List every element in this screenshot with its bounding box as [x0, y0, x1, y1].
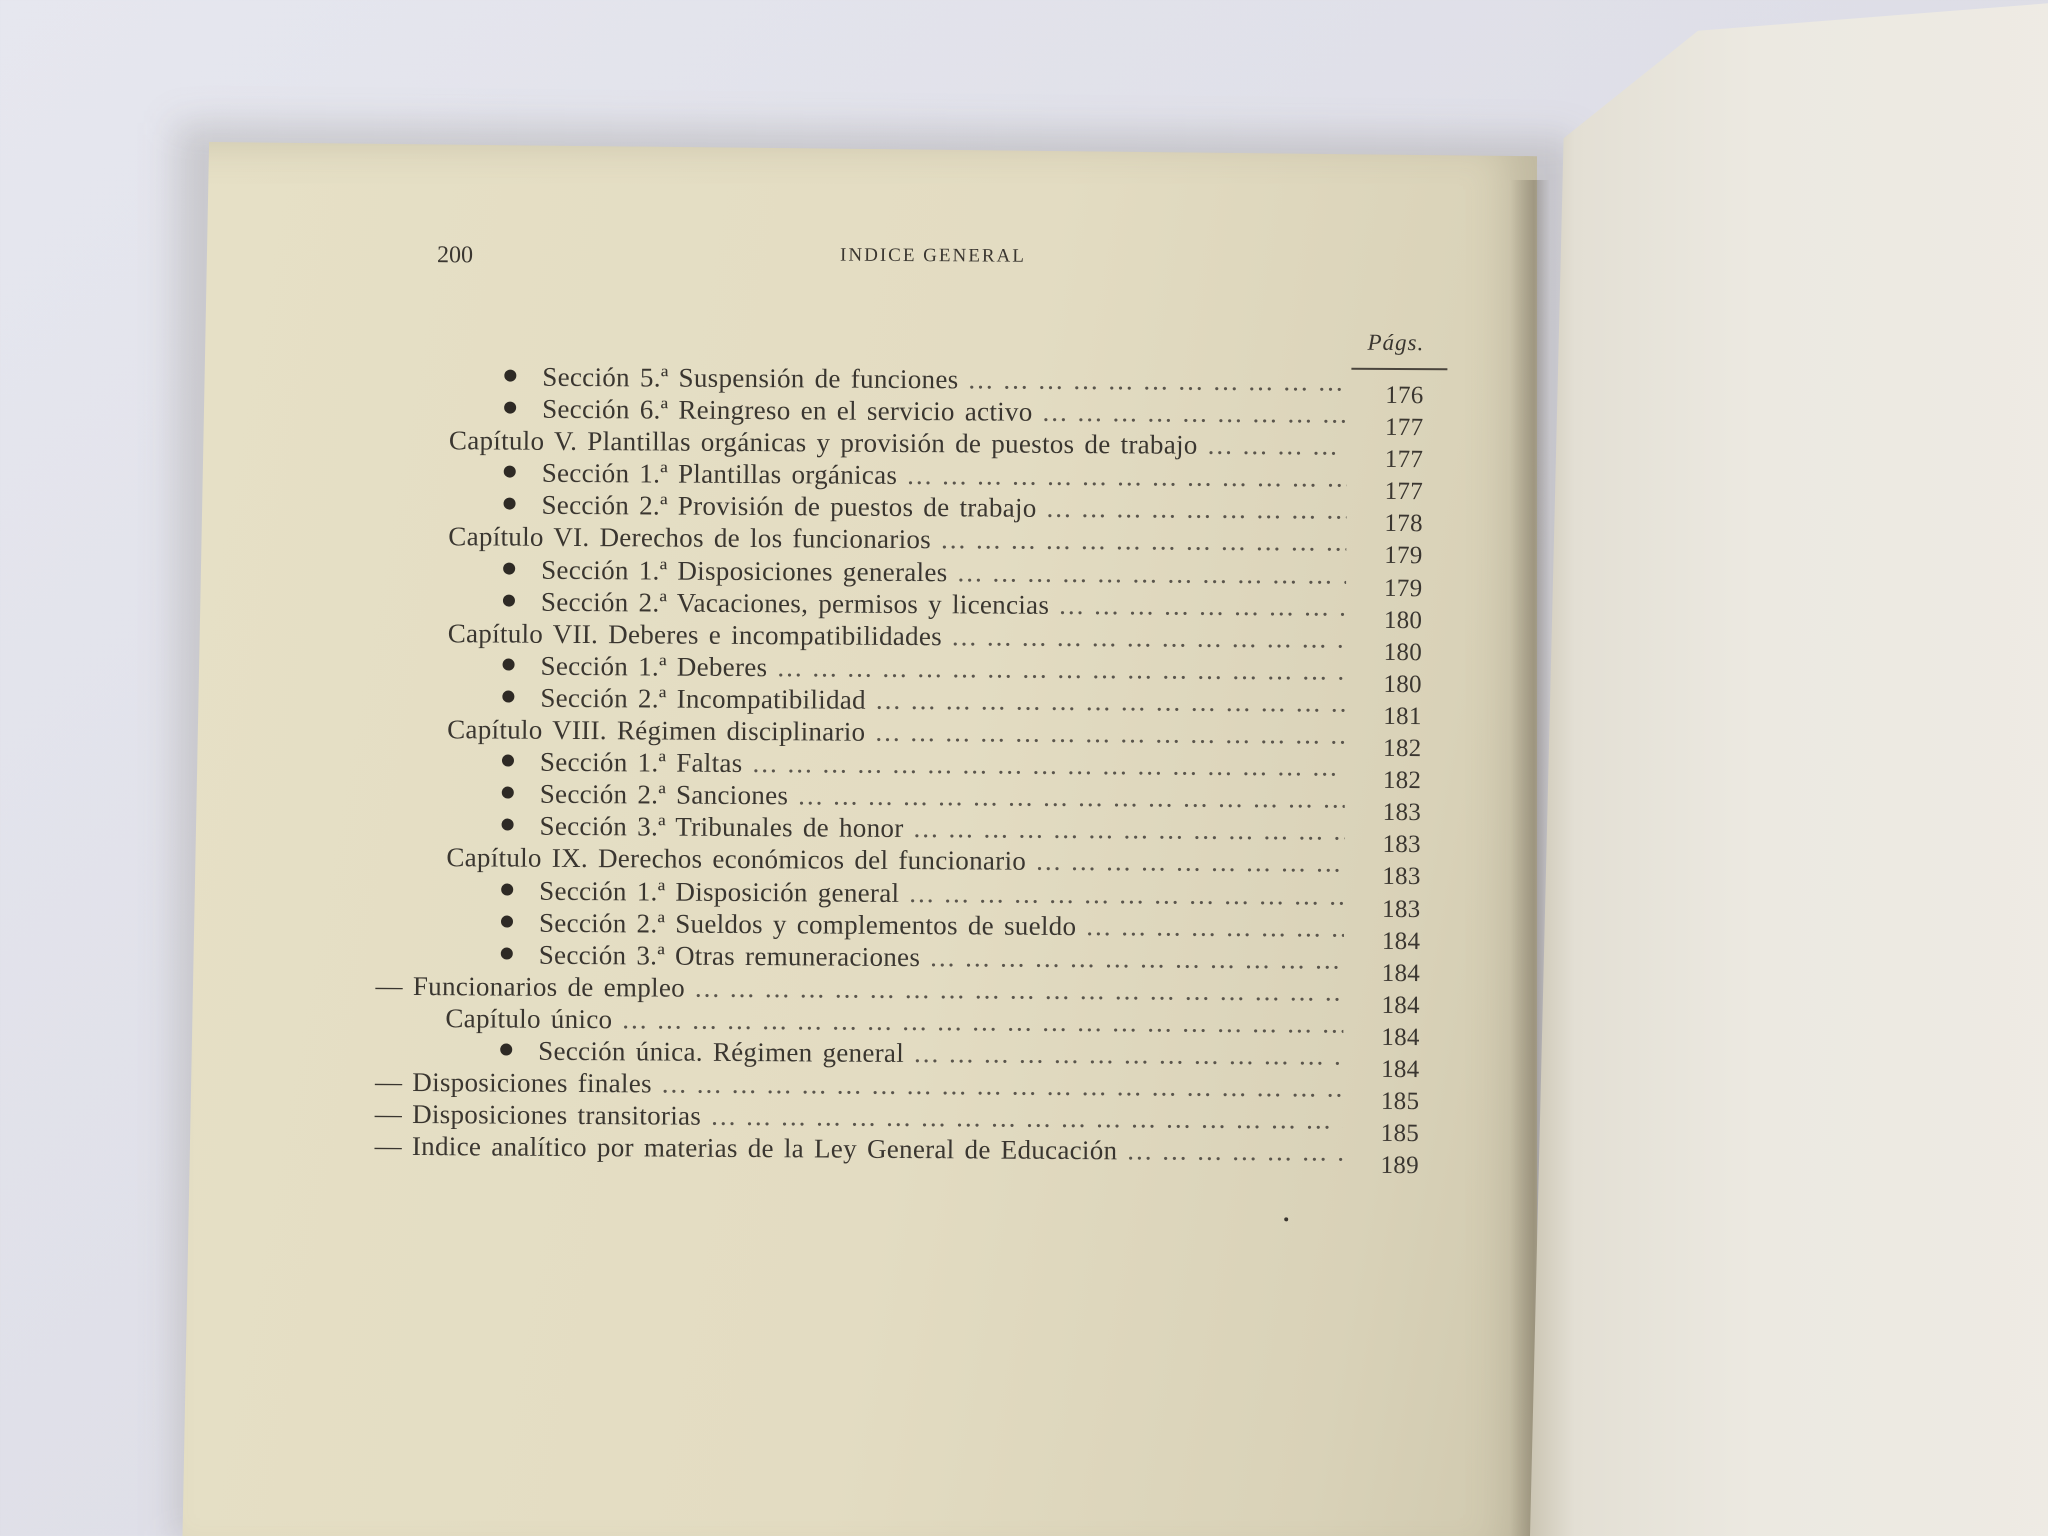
toc-entry-title: Sección 2.ª Vacaciones, permisos y licencias: [540, 586, 1050, 620]
toc-entry: [449, 424, 1347, 461]
toc-entry-title: Sección 3.ª Tribunales de honor: [539, 811, 904, 844]
toc-entry: [504, 393, 1347, 430]
toc-entry-title: Sección 6.ª Reingreso en el servicio activo: [542, 393, 1033, 427]
bullet-icon: [501, 915, 513, 927]
toc-entry: [502, 778, 1345, 815]
toc-page-number: 183: [1382, 831, 1421, 859]
dash-marker: —: [374, 1098, 403, 1130]
bullet-icon: [500, 1043, 512, 1055]
dot-leaders: [622, 1003, 1343, 1039]
toc-page-number: 189: [1380, 1152, 1420, 1180]
dash-marker: —: [374, 1131, 403, 1162]
toc-entry: [503, 553, 1346, 590]
toc-page-number: 182: [1382, 734, 1422, 763]
toc-page-number: 177: [1384, 414, 1424, 442]
toc-entry-title: Sección única. Régimen general: [538, 1035, 905, 1068]
toc-page-number: 183: [1382, 799, 1422, 827]
toc-page-number: 184: [1381, 1023, 1420, 1052]
toc-page-number: 179: [1383, 574, 1423, 602]
dash-marker: —: [374, 1066, 403, 1097]
dot-leaders: [695, 971, 1344, 1007]
toc-entry-title: Sección 1.ª Faltas: [539, 746, 743, 779]
dot-leaders: [1059, 589, 1346, 623]
bullet-icon: [503, 562, 515, 574]
print-speck: [1284, 1217, 1288, 1221]
toc-page-number: 185: [1380, 1087, 1420, 1116]
bullet-icon: [502, 787, 514, 799]
toc-entry-title: Sección 1.ª Deberes: [540, 650, 768, 682]
toc-entry-title: Sección 1.ª Disposiciones generales: [541, 554, 948, 587]
toc-page-number: 178: [1384, 510, 1423, 538]
toc-entry: [501, 938, 1344, 975]
toc-page-number: 179: [1384, 542, 1423, 570]
toc-entry: [447, 713, 1345, 750]
toc-entry-title: Capítulo IX. Derechos económicos del funcionario: [446, 842, 1027, 877]
bullet-icon: [503, 658, 515, 670]
running-title: INDICE GENERAL: [840, 244, 1026, 267]
toc-entry: [448, 617, 1346, 654]
toc-entry-title: Capítulo VI. Derechos de los funcionarios: [448, 521, 932, 555]
toc-entry-title: Capítulo VII. Deberes e incompatibilidades: [447, 617, 943, 651]
toc-entry: [503, 585, 1346, 622]
toc-entry-title: Disposiciones transitorias: [412, 1099, 702, 1131]
bullet-icon: [501, 947, 513, 959]
toc-entry-title: Sección 2.ª Incompatibilidad: [540, 682, 866, 715]
dot-leaders: [914, 1037, 1343, 1072]
toc-entry-title: Disposiciones finales: [412, 1067, 652, 1099]
dot-leaders: [1036, 845, 1344, 879]
dot-leaders: [930, 941, 1344, 976]
dot-leaders: [1208, 429, 1347, 462]
toc-entry-title: Capítulo VIII. Régimen disciplinario: [447, 714, 866, 747]
toc-entry: [375, 1130, 1343, 1168]
toc-page-number: 180: [1383, 670, 1422, 698]
dot-leaders: [876, 684, 1346, 719]
page-number: 200: [436, 242, 474, 269]
dot-leaders: [1046, 492, 1346, 526]
toc-page-number: 183: [1382, 863, 1421, 891]
bullet-icon: [502, 755, 514, 767]
bullet-icon: [504, 370, 516, 382]
dot-leaders: [798, 780, 1345, 815]
toc-page-number: 184: [1381, 1055, 1420, 1084]
toc-entry: [503, 489, 1346, 526]
dot-leaders: [957, 556, 1346, 590]
toc-entry-title: Sección 1.ª Plantillas orgánicas: [541, 458, 898, 491]
toc-page-number: 184: [1381, 991, 1420, 1019]
toc-page-number: 183: [1382, 895, 1421, 923]
toc-entry: [446, 842, 1344, 879]
dot-leaders: [752, 747, 1345, 783]
toc-page-number: 180: [1383, 638, 1423, 666]
toc-entry: [501, 874, 1344, 911]
dot-leaders: [913, 812, 1344, 847]
dot-leaders: [711, 1100, 1343, 1136]
toc-page-number: 180: [1383, 606, 1423, 634]
toc-entry-title: Sección 2.ª Sanciones: [539, 778, 789, 811]
bullet-icon: [503, 594, 515, 606]
toc-page-number: 181: [1383, 702, 1422, 731]
dot-leaders: [662, 1068, 1343, 1104]
toc-entry: [500, 1034, 1343, 1071]
toc-entry-title: Sección 2.ª Sueldos y complementos de sueldo: [538, 907, 1077, 941]
toc-entry: [501, 810, 1344, 847]
toc-entry: [501, 906, 1344, 943]
dot-leaders: [941, 524, 1346, 558]
bullet-icon: [501, 883, 513, 895]
bullet-icon: [504, 402, 516, 414]
bullet-icon: [502, 690, 514, 702]
toc-page-number: 177: [1384, 478, 1424, 506]
toc-entry: [502, 746, 1345, 783]
toc-page-number: 184: [1381, 927, 1421, 955]
toc-entry: [504, 457, 1347, 494]
pages-column-label: Págs.: [1367, 329, 1425, 356]
toc-entry-title: Sección 1.ª Disposición general: [539, 875, 900, 908]
bullet-icon: [504, 466, 516, 478]
dot-leaders: [909, 877, 1344, 912]
toc-entry-title: Capítulo único: [445, 1003, 613, 1035]
dash-marker: —: [375, 970, 404, 1001]
toc-page-number: 185: [1380, 1120, 1420, 1148]
toc-entry-title: Funcionarios de empleo: [412, 970, 686, 1003]
dot-leaders: [1127, 1135, 1342, 1168]
dot-leaders: [952, 620, 1346, 654]
toc-entry: [445, 1002, 1343, 1039]
dot-leaders: [777, 651, 1345, 686]
toc-entry-title: Indice analítico por materias de la Ley General de Educación: [411, 1131, 1118, 1166]
toc-entry: [504, 361, 1347, 398]
dot-leaders: [875, 716, 1345, 751]
dot-leaders: [907, 459, 1347, 494]
toc-entry-title: Sección 3.ª Otras remuneraciones: [538, 939, 921, 972]
toc-entry-title: Capítulo V. Plantillas orgánicas y provisión de puestos de trabajo: [448, 425, 1198, 460]
toc-page-number: 177: [1384, 446, 1424, 474]
toc-page-number: 182: [1382, 767, 1422, 795]
dot-leaders: [1042, 396, 1347, 430]
toc-page-number: 176: [1385, 381, 1424, 410]
toc-entry-title: Sección 5.ª Suspensión de funciones: [542, 361, 959, 395]
table-of-contents: [0, 357, 2047, 1180]
toc-entry-title: Sección 2.ª Provisión de puestos de trabajo: [541, 490, 1037, 524]
toc-entry: [448, 521, 1346, 558]
bullet-icon: [502, 819, 514, 831]
toc-entry: [502, 649, 1345, 686]
dot-leaders: [968, 363, 1347, 397]
dot-leaders: [1086, 910, 1344, 944]
bullet-icon: [504, 498, 516, 510]
toc-entry: [502, 681, 1345, 718]
toc-page-number: 184: [1381, 959, 1421, 987]
